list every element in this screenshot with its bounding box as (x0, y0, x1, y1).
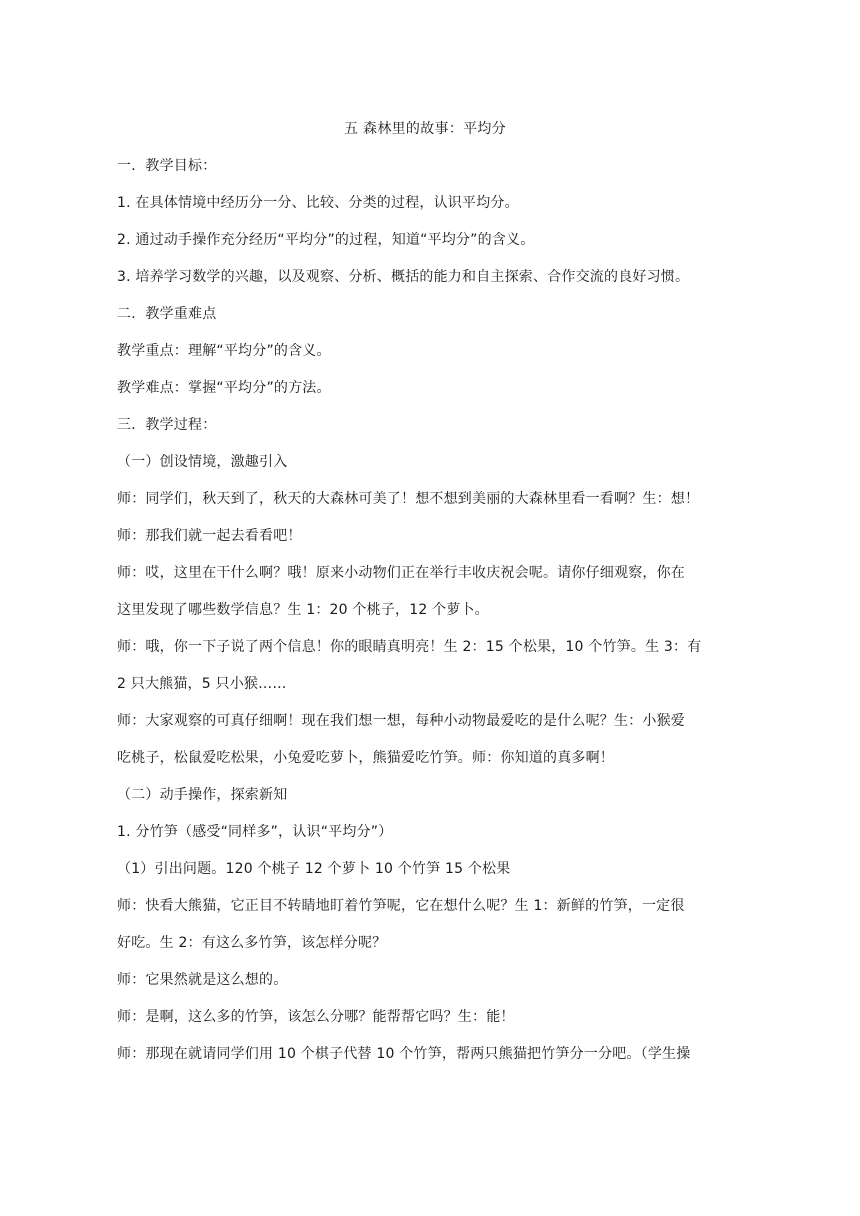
objective-item-3 (117, 266, 733, 288)
dialogue-paragraph (117, 488, 733, 510)
dialogue-paragraph (117, 895, 733, 954)
section-heading-key-points (117, 303, 733, 325)
document-body (117, 118, 733, 1080)
objective-item-2 (117, 229, 733, 251)
text-line: 吃桃子，松鼠爱吃松果，小兔爱吃萝卜，熊猫爱吃竹笋。师：你知道的真多啊！ (117, 750, 614, 766)
activity-step (117, 858, 733, 880)
text-line: 教学重点：理解“平均分”的含义。 (117, 343, 331, 359)
text-line: 这里发现了哪些数学信息？生 1：20 个桃子，12 个萝卜。 (117, 602, 489, 618)
text-line: 教学难点：掌握“平均分”的方法。 (117, 380, 331, 396)
key-point-text (117, 340, 733, 362)
document-title: 五 森林里的故事：平均分 (343, 121, 507, 137)
text-line: 二．教学重难点 (117, 306, 217, 322)
dialogue-paragraph (117, 636, 733, 695)
subsection-heading-2 (117, 784, 733, 806)
text-line: （二）动手操作，探索新知 (117, 787, 288, 803)
text-line: （一）创设情境，激趣引入 (117, 454, 288, 470)
text-line: 师：那我们就一起去看看吧！ (117, 528, 302, 544)
section-heading-process (117, 414, 733, 436)
dialogue-paragraph (117, 1043, 733, 1065)
text-line: 2. 通过动手操作充分经历“平均分”的过程，知道“平均分”的含义。 (117, 232, 535, 248)
text-line: 师：是啊，这么多的竹笋，该怎么分哪？能帮帮它吗？生：能！ (117, 1009, 515, 1025)
subsection-heading-1 (117, 451, 733, 473)
text-line: 师：快看大熊猫，它正目不转睛地盯着竹笋呢，它在想什么呢？生 1：新鲜的竹笋，一定很 (117, 898, 685, 914)
text-line: 3. 培养学习数学的兴趣，以及观察、分析、概括的能力和自主探索、合作交流的良好习惯。 (117, 269, 690, 285)
text-line: 1. 在具体情境中经历分一分、比较、分类的过程，认识平均分。 (117, 195, 519, 211)
text-line: 一．教学目标： (117, 158, 217, 174)
text-line: 1. 分竹笋（感受“同样多”，认识“平均分”） (117, 824, 393, 840)
text-line: 师：那现在就请同学们用 10 个棋子代替 10 个竹笋，帮两只熊猫把竹笋分一分吧。（学生操 (117, 1046, 691, 1062)
objective-item-1 (117, 192, 733, 214)
dialogue-paragraph (117, 1006, 733, 1028)
text-line: 师：大家观察的可真仔细啊！现在我们想一想，每种小动物最爱吃的是什么呢？生：小猴爱 (117, 713, 685, 729)
dialogue-paragraph (117, 562, 733, 621)
dialogue-paragraph (117, 969, 733, 991)
dialogue-paragraph (117, 710, 733, 769)
activity-heading (117, 821, 733, 843)
dialogue-paragraph (117, 525, 733, 547)
text-line: 2 只大熊猫，5 只小猴…… (117, 676, 287, 692)
difficult-point-text (117, 377, 733, 399)
text-line: 师：同学们，秋天到了，秋天的大森林可美了！想不想到美丽的大森林里看一看啊？生：想！ (117, 491, 700, 507)
text-line: 师：哦，你一下子说了两个信息！你的眼睛真明亮！生 2：15 个松果，10 个竹笋。生 3：有 (117, 639, 702, 655)
text-line: 师：哎，这里在干什么啊？哦！原来小动物们正在举行丰收庆祝会呢。请你仔细观察，你在 (117, 565, 685, 581)
text-line: （1）引出问题。120 个桃子 12 个萝卜 10 个竹笋 15 个松果 (117, 861, 511, 877)
text-line: 三．教学过程： (117, 417, 217, 433)
text-line: 师：它果然就是这么想的。 (117, 972, 288, 988)
text-line: 好吃。生 2：有这么多竹笋，该怎样分呢？ (117, 935, 387, 951)
section-heading-objectives (117, 155, 733, 177)
